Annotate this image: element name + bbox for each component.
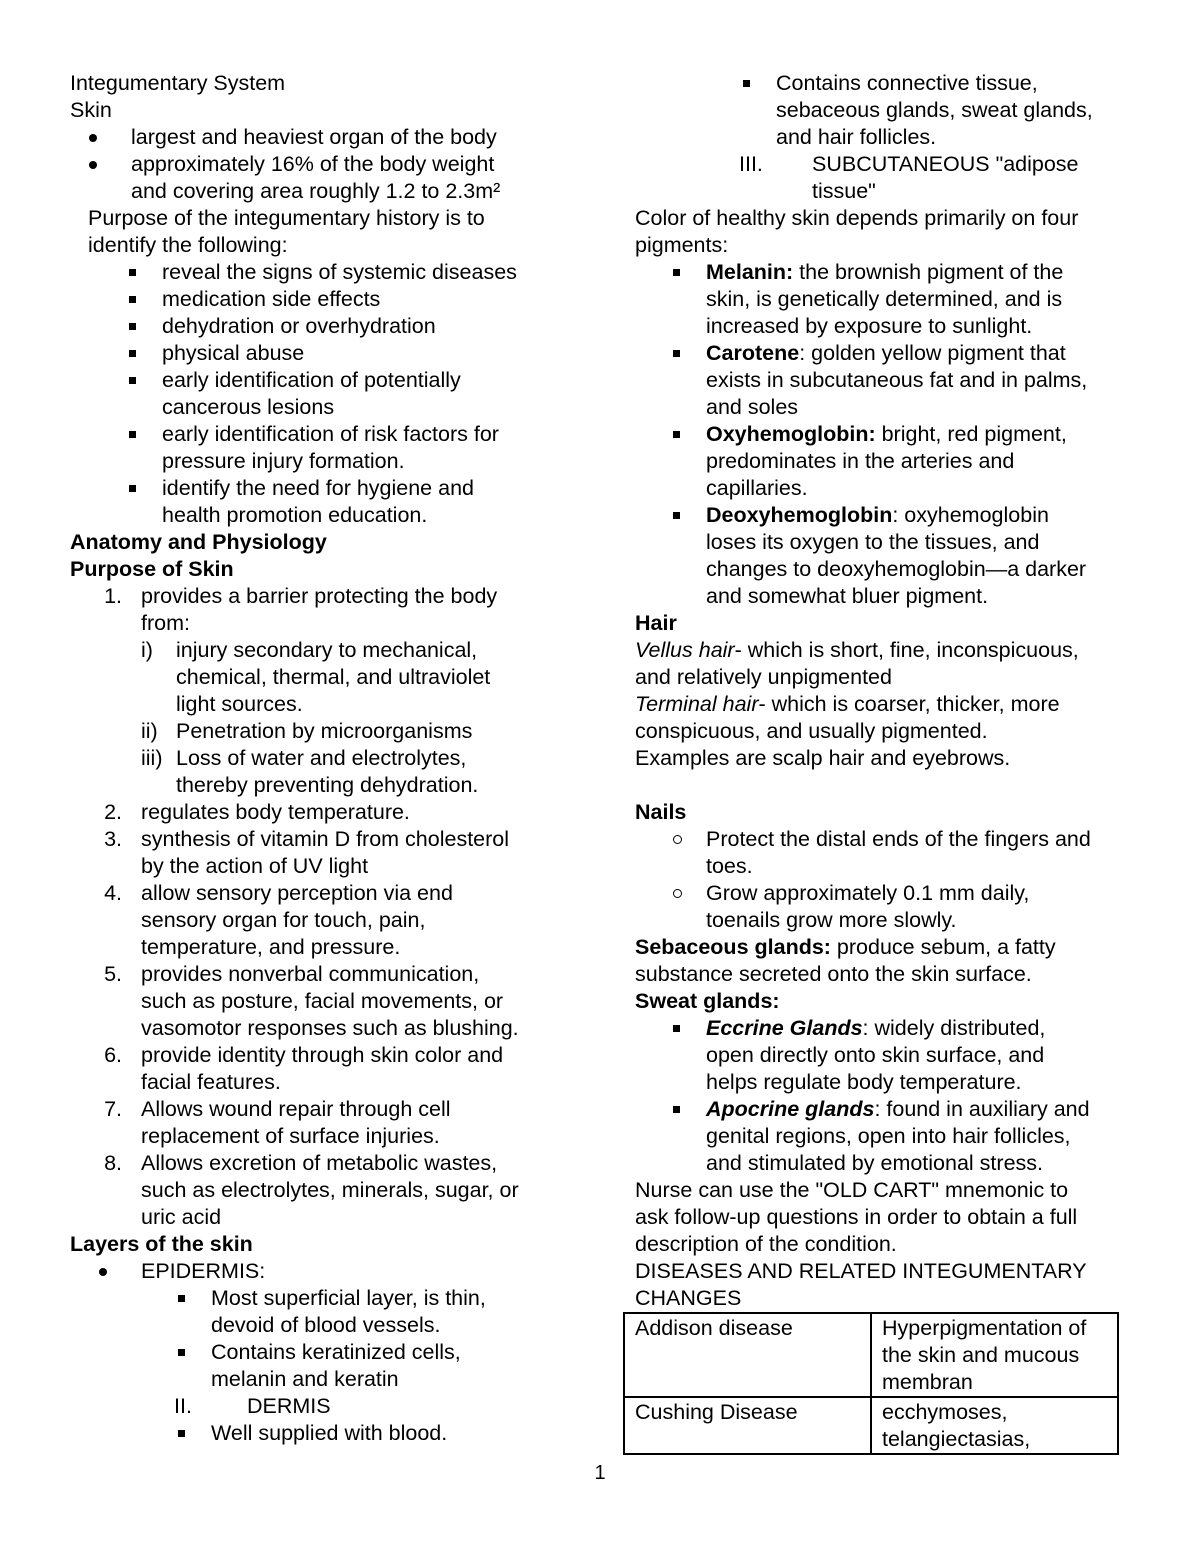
list-item: Apocrine glands: found in auxiliary and genital regions, open into hair follicles, and stimulated by emotional stress.	[635, 1096, 1135, 1177]
bullet-icon	[89, 161, 97, 169]
vellus-hair: Vellus hair- which is short, fine, inconspicuous,	[635, 638, 1079, 662]
bullet-icon	[129, 323, 136, 330]
bullet-icon	[178, 1295, 185, 1302]
list-item: 3. synthesis of vitamin D from cholesterol by the action of UV light	[104, 827, 510, 878]
history-list	[70, 259, 570, 529]
bullet-icon	[129, 269, 136, 276]
list-item: Deoxyhemoglobin: oxyhemoglobin loses its oxygen to the tissues, and changes to deoxyhemoglobin—a darker and somewhat bluer pigment.	[635, 502, 1135, 610]
list-item: 5. provides nonverbal communication, such as posture, facial movements, or vasomotor responses such as blushing.	[104, 962, 519, 1040]
sub-list-item: i) injury secondary to mechanical, chemical, thermal, and ultraviolet light sources.	[141, 638, 491, 716]
pigment-list	[635, 259, 1135, 610]
list-item: early identification of risk factors for pressure injury formation.	[70, 421, 570, 475]
change-cell: ecchymoses, telangiectasias,	[871, 1397, 1118, 1454]
sebaceous-glands: Sebaceous glands: produce sebum, a fatty	[635, 935, 1056, 959]
anatomy-heading: Anatomy and Physiology	[70, 530, 327, 554]
sub-list-item: ii) Penetration by microorganisms	[141, 719, 473, 743]
bullet-icon	[129, 485, 136, 492]
change-cell: Hyperpigmentation of the skin and mucous membran	[871, 1313, 1118, 1397]
skin-bullet: largest and heaviest organ of the body	[70, 124, 570, 151]
purpose-list	[70, 583, 570, 1231]
list-item: physical abuse	[70, 340, 570, 367]
bullet-icon	[673, 1106, 680, 1113]
list-item: Most superficial layer, is thin, devoid of blood vessels.	[70, 1285, 570, 1339]
list-item: Eccrine Glands: widely distributed, open directly onto skin surface, and helps regulate body temperature.	[635, 1015, 1135, 1096]
left-column	[70, 70, 570, 1447]
bullet-icon	[129, 350, 136, 357]
layers-heading: Layers of the skin	[70, 1232, 253, 1256]
bullet-icon	[129, 296, 136, 303]
skin-heading: Skin	[70, 98, 112, 122]
bullet-icon	[673, 269, 680, 276]
page-title: Integumentary System	[70, 71, 286, 95]
list-item: 7. Allows wound repair through cell replacement of surface injuries.	[104, 1097, 451, 1148]
subcutaneous-item: III. SUBCUTANEOUS "adipose tissue"	[739, 152, 1079, 203]
bullet-icon	[673, 431, 680, 438]
bullet-icon	[178, 1349, 185, 1356]
list-item: Melanin: the brownish pigment of the skin, is genetically determined, and is increased by exposure to sunlight.	[635, 259, 1135, 340]
purpose-skin-heading: Purpose of Skin	[70, 557, 234, 581]
list-item: 8. Allows excretion of metabolic wastes, such as electrolytes, minerals, sugar, or uric acid	[104, 1151, 519, 1229]
bullet-icon	[673, 350, 680, 357]
dermis-item: II. DERMIS	[174, 1394, 331, 1418]
oldcart-text: Nurse can use the "OLD CART" mnemonic to	[635, 1178, 1069, 1202]
circle-bullet-icon	[673, 889, 682, 898]
right-column: Contains connective tissue, sebaceous glands, sweat glands, and hair follicles. III. SUBCUTANEOUS "adipose tissue" Color of healthy skin depends primarily on four pigments: Melanin: the brownish pigment of the skin, is genetically determined, and is increased by exposure to sunlight. Carotene: golden yellow pigment that exists in subcutaneous fat and in palms, and soles Oxyhemoglobin: bright, red pigment, predominates in the arteries and capillaries. Deoxyhemoglobin: oxyhemoglobin loses its oxygen to the tissues, and changes to deoxyhemoglobin—a darker and somewhat bluer pigment. Hair Vellus hair- which is short, fine, inconspicuous, and relatively unpigmented Terminal hair- which is coarser, thicker, more conspicuous, and usually pigmented. Examples are scalp hair and eyebrows. Nails Protect the distal ends of the fingers and toes. Grow approximately 0.1 mm daily, toenails grow more slowly. Sebaceous glands: produce sebum, a fatty substance secreted onto the skin surface. Sweat glands: Eccrine Glands: widely distributed, open directly onto skin surface, and helps regulate body temperature. Apocrine glands: found in auxiliary and genital regions, open into hair follicles, and stimulated by emotional stress. Nurse can use the "OLD CART" mnemonic to ask follow-up questions in order to obtain a full description of the condition. DISEASES AND RELATED INTEGUMENTARY CHANGES Addison disease Hyperpigmentation of the skin and mucous membran Cushing Disease ecchymoses, telangiectasias,	[635, 70, 1135, 1455]
list-item: Grow approximately 0.1 mm daily, toenails grow more slowly.	[635, 880, 1135, 934]
list-item: reveal the signs of systemic diseases	[70, 259, 570, 286]
list-item: 2. regulates body temperature.	[104, 800, 410, 824]
list-item: Protect the distal ends of the fingers and toes.	[635, 826, 1135, 880]
list-item: Carotene: golden yellow pigment that exists in subcutaneous fat and in palms, and soles	[635, 340, 1135, 421]
sub-list-item: iii) Loss of water and electrolytes, thereby preventing dehydration.	[141, 746, 479, 797]
list-item: early identification of potentially cancerous lesions	[70, 367, 570, 421]
skin-bullet: approximately 16% of the body weight and covering area roughly 1.2 to 2.3m²	[70, 151, 570, 205]
bullet-icon	[99, 1268, 107, 1276]
list-item: Contains keratinized cells, melanin and keratin	[70, 1339, 570, 1393]
list-item: Well supplied with blood.	[70, 1420, 570, 1447]
bullet-icon	[89, 134, 97, 142]
circle-bullet-icon	[673, 835, 682, 844]
list-item: medication side effects	[70, 286, 570, 313]
terminal-hair: Terminal hair- which is coarser, thicker, more	[635, 692, 1060, 716]
list-item: Contains connective tissue, sebaceous glands, sweat glands, and hair follicles.	[635, 70, 1135, 151]
list-item: 1. provides a barrier protecting the body from:	[104, 584, 498, 635]
bullet-icon	[129, 377, 136, 384]
bullet-icon	[129, 431, 136, 438]
sub-list	[70, 637, 570, 799]
purpose-history: Purpose of the integumentary history is to identify the following:	[88, 206, 485, 257]
list-item: 4. allow sensory perception via end sensory organ for touch, pain, temperature, and pressure.	[104, 881, 453, 959]
disease-cell: Cushing Disease	[624, 1397, 871, 1454]
list-item: Oxyhemoglobin: bright, red pigment, predominates in the arteries and capillaries.	[635, 421, 1135, 502]
bullet-icon	[673, 1025, 680, 1032]
disease-table	[623, 1312, 1119, 1455]
hair-heading: Hair	[635, 611, 677, 635]
color-intro: Color of healthy skin depends primarily on four	[635, 206, 1079, 230]
epidermis-item: EPIDERMIS:	[70, 1258, 570, 1285]
disease-cell: Addison disease	[624, 1313, 871, 1397]
diseases-heading: DISEASES AND RELATED INTEGUMENTARY	[635, 1259, 1087, 1283]
table-row	[624, 1397, 1118, 1454]
bullet-icon	[673, 512, 680, 519]
page-number: 1	[594, 1462, 606, 1484]
list-item: dehydration or overhydration	[70, 313, 570, 340]
sweat-heading: Sweat glands:	[635, 989, 780, 1013]
list-item: 6. provide identity through skin color and facial features.	[104, 1043, 504, 1094]
list-item: identify the need for hygiene and health promotion education.	[70, 475, 570, 529]
nails-heading: Nails	[635, 800, 687, 824]
bullet-icon	[178, 1430, 185, 1437]
table-row	[624, 1313, 1118, 1397]
bullet-icon	[743, 80, 750, 87]
